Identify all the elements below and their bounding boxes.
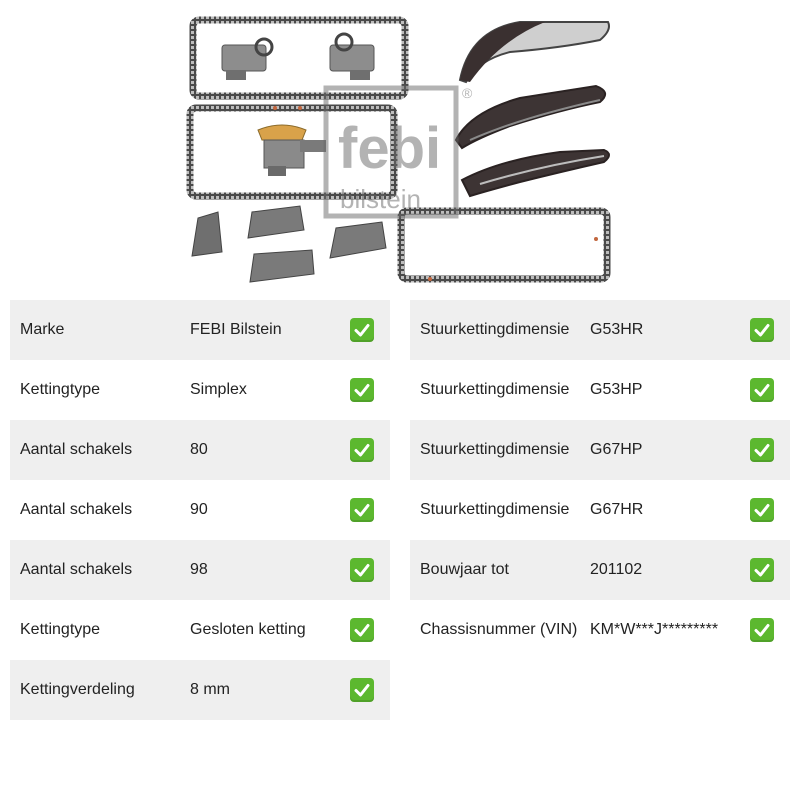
- spec-value: G67HP: [590, 441, 643, 458]
- guide-bracket-2: [248, 206, 304, 238]
- spec-row: [10, 420, 390, 480]
- tensioner-left: [222, 39, 272, 80]
- spec-value: 98: [190, 561, 208, 578]
- spec-row: [410, 360, 790, 420]
- spec-value: FEBI Bilstein: [190, 321, 282, 338]
- guide-bracket-1: [192, 212, 222, 256]
- spec-label: Aantal schakels: [20, 441, 133, 458]
- svg-text:bilstein: bilstein: [340, 184, 421, 214]
- check-mark-icon: [750, 618, 774, 642]
- spec-row: [410, 420, 790, 480]
- check-mark-icon: [750, 498, 774, 522]
- spec-row: [10, 300, 390, 360]
- check-mark-icon: [350, 318, 374, 342]
- spec-row: [410, 480, 790, 540]
- tensioner-middle: [258, 125, 326, 176]
- check-mark-icon: [350, 498, 374, 522]
- tensioner-right: [330, 34, 374, 80]
- svg-text:febi: febi: [338, 116, 442, 181]
- guide-bracket-3: [250, 250, 314, 282]
- check-mark-icon: [750, 318, 774, 342]
- spec-label: Aantal schakels: [20, 501, 133, 518]
- spec-row: [10, 660, 390, 720]
- spec-label: Aantal schakels: [20, 561, 133, 578]
- timing-chain-bottom: [401, 211, 607, 279]
- check-mark-icon: [750, 378, 774, 402]
- spec-value: KM*W***J*********: [590, 621, 719, 638]
- spec-label: Stuurkettingdimensie: [420, 441, 570, 458]
- spec-value: G53HR: [590, 321, 644, 338]
- guide-bracket-4: [330, 222, 386, 258]
- spec-label: Kettingverdeling: [20, 681, 135, 698]
- check-mark-icon: [350, 618, 374, 642]
- spec-row: [410, 600, 790, 660]
- spec-row: [10, 480, 390, 540]
- spec-label: Chassisnummer (VIN): [420, 621, 578, 638]
- chain-guide-bottom: [462, 150, 609, 196]
- spec-value: 80: [190, 441, 208, 458]
- spec-label: Stuurkettingdimensie: [420, 501, 570, 518]
- check-mark-icon: [350, 438, 374, 462]
- spec-value: G53HP: [590, 381, 643, 398]
- spec-row: [410, 540, 790, 600]
- spec-label: Marke: [20, 321, 65, 338]
- chain-guide-top: [460, 22, 609, 82]
- check-mark-icon: [350, 558, 374, 582]
- spec-label: Kettingtype: [20, 381, 101, 398]
- spec-table-right: [410, 300, 790, 660]
- svg-text:®: ®: [462, 85, 473, 101]
- spec-row: [10, 360, 390, 420]
- spec-row: [10, 600, 390, 660]
- spec-label: Stuurkettingdimensie: [420, 381, 570, 398]
- spec-label: Bouwjaar tot: [420, 561, 509, 578]
- spec-value: G67HR: [590, 501, 644, 518]
- check-mark-icon: [350, 378, 374, 402]
- spec-value: 201102: [590, 561, 643, 578]
- check-mark-icon: [350, 678, 374, 702]
- spec-value: Gesloten ketting: [190, 621, 306, 638]
- check-mark-icon: [750, 558, 774, 582]
- spec-table-left: [10, 300, 390, 720]
- spec-value: Simplex: [190, 381, 247, 398]
- product-image: [180, 8, 620, 292]
- spec-value: 90: [190, 501, 208, 518]
- spec-row: [410, 300, 790, 360]
- spec-row: [10, 540, 390, 600]
- spec-label: Stuurkettingdimensie: [420, 321, 570, 338]
- spec-value: 8 mm: [190, 681, 230, 698]
- spec-label: Kettingtype: [20, 621, 101, 638]
- chain-guide-middle: [456, 86, 605, 148]
- check-mark-icon: [750, 438, 774, 462]
